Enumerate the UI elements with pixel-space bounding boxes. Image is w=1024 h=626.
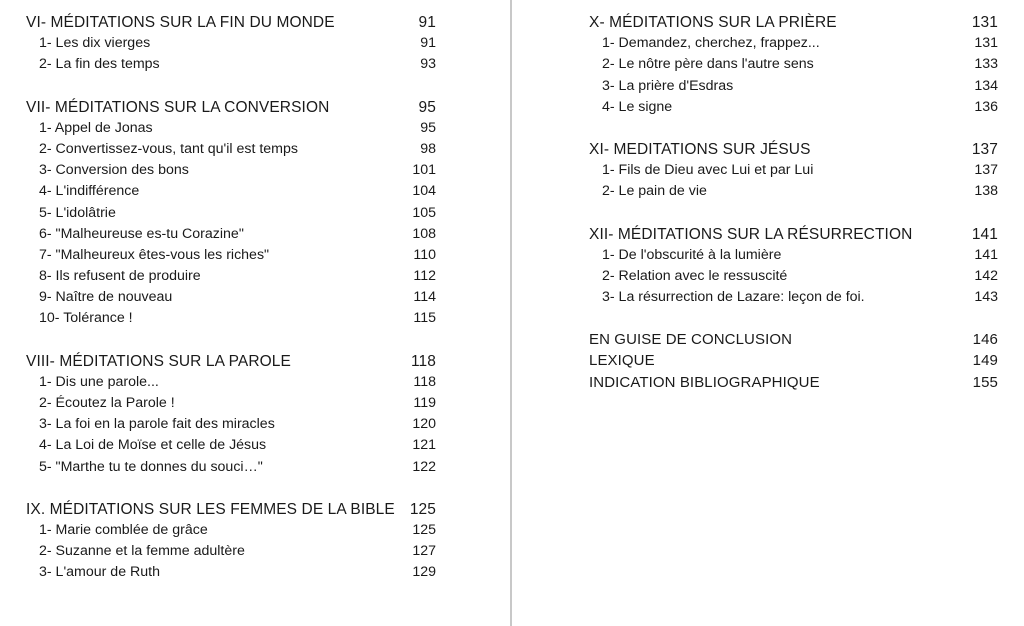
- section-heading-page-number: 141: [971, 225, 998, 243]
- toc-entry: [26, 224, 436, 245]
- toc-entry-page-number: 93: [420, 56, 436, 73]
- closing-entry: [589, 372, 998, 393]
- section-heading-page-number: 125: [409, 500, 436, 518]
- section-heading-page-number: 131: [971, 14, 998, 31]
- toc-entry: [26, 181, 436, 202]
- section-heading-title: VI- MÉDITATIONS SUR LA FIN DU MONDE: [26, 14, 335, 31]
- section-heading: [26, 12, 436, 33]
- toc-entry-page-number: 110: [413, 246, 436, 263]
- toc-entry: [589, 287, 998, 308]
- toc-entry-title: 3- Conversion des bons: [39, 162, 189, 179]
- section-heading-page-number: 118: [410, 352, 436, 370]
- toc-entry-title: 6- "Malheureuse es-tu Corazine": [39, 225, 244, 242]
- closing-section: [589, 329, 998, 393]
- toc-entry-page-number: 104: [412, 183, 436, 200]
- toc-entry-title: 1- Dis une parole...: [39, 373, 159, 390]
- toc-entry-page-number: 137: [974, 162, 998, 179]
- toc-entry: [26, 54, 436, 75]
- section-heading: [26, 97, 436, 118]
- toc-section: [589, 12, 998, 118]
- toc-entry-page-number: 131: [974, 35, 998, 52]
- toc-entry-title: 2- Convertissez-vous, tant qu'il est temps: [39, 140, 298, 157]
- toc-entry-title: 3- La prière d'Esdras: [602, 77, 734, 94]
- toc-entry-page-number: 105: [412, 204, 436, 221]
- toc-section: [26, 499, 436, 584]
- section-heading: [26, 351, 436, 372]
- toc-entry-page-number: 134: [974, 77, 998, 94]
- toc-entry-title: 1- Demandez, cherchez, frappez...: [602, 35, 820, 52]
- section-heading: [589, 139, 998, 160]
- toc-entry-title: 1- Marie comblée de grâce: [39, 521, 208, 538]
- toc-entry: [26, 139, 436, 160]
- closing-entry-title: INDICATION BIBLIOGRAPHIQUE: [589, 373, 820, 391]
- toc-entry: [589, 33, 998, 54]
- toc-entry: [26, 266, 436, 287]
- toc-section: [26, 12, 436, 76]
- toc-entry: [26, 520, 436, 541]
- toc-section: [589, 139, 998, 203]
- toc-entry-title: 10- Tolérance !: [39, 310, 133, 327]
- toc-entry-page-number: 98: [420, 140, 436, 157]
- toc-entry-title: 4- L'indifférence: [39, 183, 140, 200]
- toc-entry: [26, 541, 436, 562]
- toc-entry: [589, 97, 998, 118]
- toc-section: [26, 351, 436, 478]
- toc-entry-title: 2- Le pain de vie: [602, 183, 707, 200]
- toc-entry-page-number: 101: [412, 162, 436, 179]
- toc-entry-title: 5- L'idolâtrie: [39, 204, 116, 221]
- toc-entry-page-number: 141: [974, 246, 998, 263]
- toc-entry-page-number: 114: [413, 289, 436, 306]
- left-toc-column: [26, 12, 436, 605]
- toc-entry-title: 1- De l'obscurité à la lumière: [602, 246, 782, 263]
- toc-entry: [26, 118, 436, 139]
- toc-entry-title: 2- Relation avec le ressuscité: [602, 267, 788, 284]
- section-heading-title: XI- MEDITATIONS SUR JÉSUS: [589, 140, 811, 158]
- toc-entry: [589, 160, 998, 181]
- toc-entry-page-number: 108: [412, 225, 436, 242]
- toc-entry: [26, 160, 436, 181]
- toc-entry: [26, 457, 436, 478]
- toc-entry-page-number: 118: [413, 373, 436, 390]
- closing-entry: [589, 350, 998, 371]
- toc-entry-title: 4- La Loi de Moïse et celle de Jésus: [39, 437, 267, 454]
- toc-entry-page-number: 136: [974, 98, 998, 115]
- toc-entry-title: 3- La résurrection de Lazare: leçon de foi.: [602, 289, 865, 306]
- section-heading-title: X- MÉDITATIONS SUR LA PRIÈRE: [589, 14, 837, 31]
- toc-entry-title: 2- La fin des temps: [39, 56, 160, 73]
- left-page: [0, 0, 510, 626]
- section-heading: [589, 224, 998, 245]
- section-heading-page-number: 95: [418, 98, 436, 116]
- closing-entry-title: LEXIQUE: [589, 352, 655, 370]
- toc-section: [26, 97, 436, 330]
- toc-entry: [589, 266, 998, 287]
- section-heading-title: VIII- MÉDITATIONS SUR LA PAROLE: [26, 352, 291, 370]
- toc-entry-page-number: 142: [974, 267, 998, 284]
- toc-section: [589, 224, 998, 309]
- toc-entry: [26, 308, 436, 329]
- section-heading-title: IX. MÉDITATIONS SUR LES FEMMES DE LA BIBLE: [26, 500, 395, 518]
- toc-entry: [26, 245, 436, 266]
- toc-entry-title: 9- Naître de nouveau: [39, 289, 173, 306]
- toc-entry-title: 1- Appel de Jonas: [39, 119, 153, 136]
- toc-entry: [26, 562, 436, 583]
- toc-entry-title: 3- La foi en la parole fait des miracles: [39, 416, 275, 433]
- toc-entry: [26, 287, 436, 308]
- section-heading: [26, 499, 436, 520]
- toc-entry-title: 3- L'amour de Ruth: [39, 564, 161, 581]
- toc-entry-title: 1- Les dix vierges: [39, 35, 151, 52]
- toc-entry: [26, 393, 436, 414]
- closing-entry-title: EN GUISE DE CONCLUSION: [589, 331, 793, 349]
- toc-entry-title: 1- Fils de Dieu avec Lui et par Lui: [602, 162, 814, 179]
- toc-entry-page-number: 91: [420, 35, 436, 52]
- closing-entry: [589, 329, 998, 350]
- toc-entry-page-number: 127: [412, 543, 436, 560]
- toc-entry: [26, 33, 436, 54]
- toc-entry-title: 2- Suzanne et la femme adultère: [39, 543, 245, 560]
- toc-entry-page-number: 138: [974, 183, 998, 200]
- toc-entry-title: 5- "Marthe tu te donnes du souci…": [39, 458, 263, 475]
- toc-entry-page-number: 115: [413, 310, 436, 327]
- section-heading: [589, 12, 998, 33]
- toc-entry-page-number: 133: [974, 56, 998, 73]
- toc-entry-title: 2- Écoutez la Parole !: [39, 395, 175, 411]
- toc-entry-page-number: 119: [413, 395, 436, 411]
- toc-entry-page-number: 95: [420, 119, 436, 136]
- toc-entry: [589, 54, 998, 75]
- toc-entry-title: 2- Le nôtre père dans l'autre sens: [602, 56, 814, 73]
- toc-entry-page-number: 112: [413, 268, 436, 285]
- toc-entry: [26, 435, 436, 456]
- closing-entry-page-number: 155: [972, 373, 998, 391]
- section-heading-page-number: 137: [971, 140, 998, 158]
- toc-entry: [26, 414, 436, 435]
- toc-entry-page-number: 121: [412, 437, 436, 454]
- right-toc-column: [589, 12, 998, 414]
- right-page: [512, 0, 1024, 626]
- toc-entry-title: 8- Ils refusent de produire: [39, 268, 201, 285]
- toc-entry-page-number: 125: [412, 521, 436, 538]
- toc-entry-title: 7- "Malheureux êtes-vous les riches": [39, 246, 270, 263]
- toc-entry: [589, 76, 998, 97]
- toc-entry-page-number: 122: [412, 458, 436, 475]
- closing-entry-page-number: 149: [972, 352, 998, 370]
- toc-entry: [26, 372, 436, 393]
- toc-entry-page-number: 143: [974, 289, 998, 306]
- toc-entry: [589, 245, 998, 266]
- toc-entry-page-number: 129: [412, 564, 436, 581]
- toc-entry: [26, 203, 436, 224]
- section-heading-title: XII- MÉDITATIONS SUR LA RÉSURRECTION: [589, 225, 913, 243]
- section-heading-page-number: 91: [418, 14, 436, 31]
- section-heading-title: VII- MÉDITATIONS SUR LA CONVERSION: [26, 98, 330, 116]
- toc-entry-page-number: 120: [412, 416, 436, 433]
- closing-entry-page-number: 146: [972, 331, 998, 349]
- toc-entry-title: 4- Le signe: [602, 98, 673, 115]
- toc-entry: [589, 181, 998, 202]
